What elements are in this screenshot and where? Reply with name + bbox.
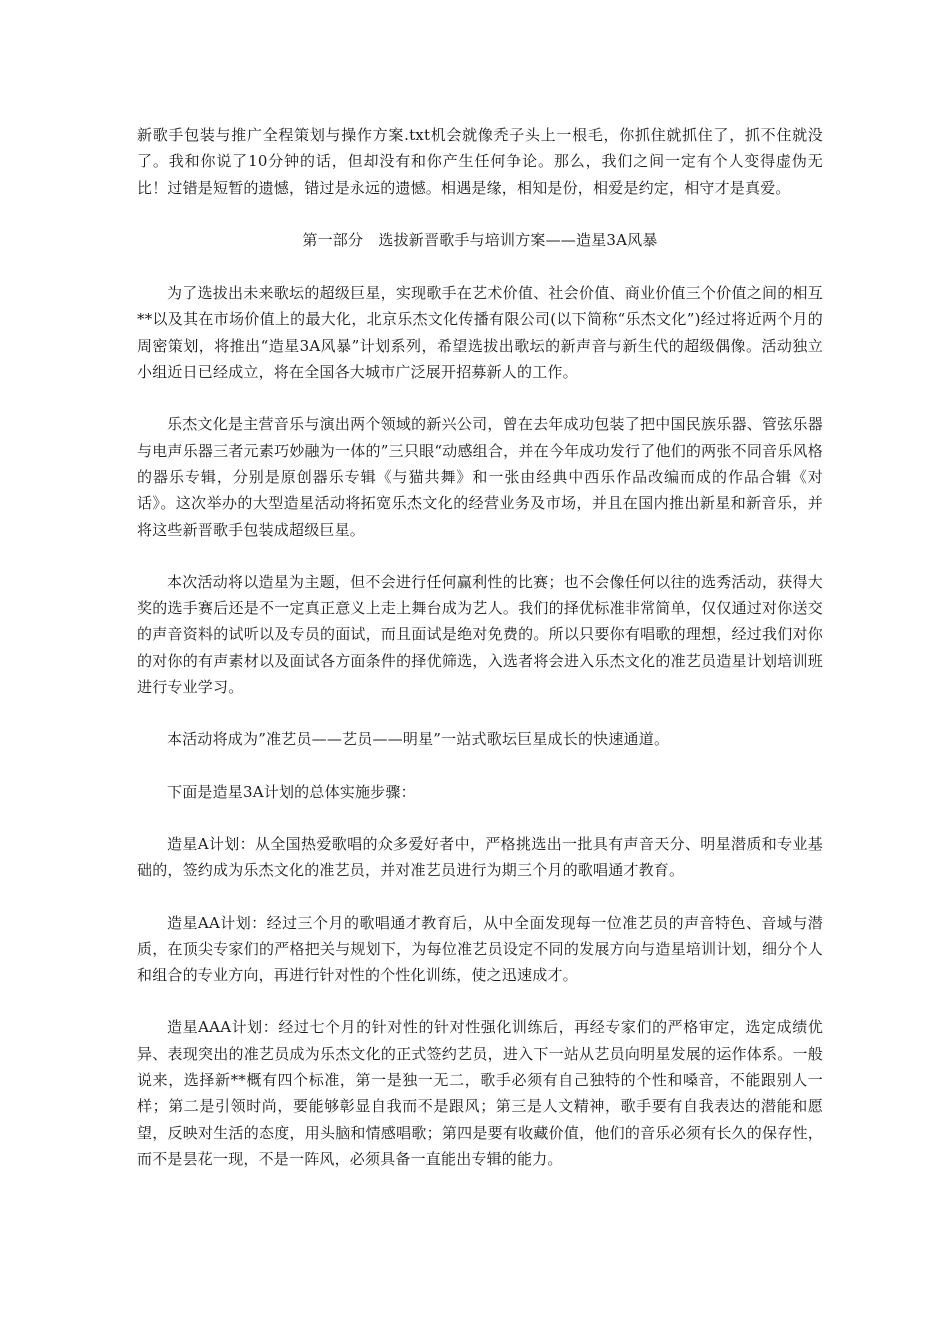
paragraph-company-intro: 乐杰文化是主营音乐与演出两个领域的新兴公司，曾在去年成功包装了把中国民族乐器、管弦乐器与电声乐器三者元素巧妙融为一体的”三只眼“动感组合，并在今年成功发行了他们的两张不同音乐风格的器乐专辑，分别是原创器乐专辑《与猫共舞》和一张由经典中西乐作品改编而成的作品合辑《对话》。这次举办的大型造星活动将拓宽乐杰文化的经营业务及市场，并且在国内推出新星和新音乐，并将这些新晋歌手包装成超级巨星。 (137, 415, 823, 539)
section-title: 第一部分 选拔新晋歌手与培训方案——造星3A风暴 (302, 230, 658, 249)
intro-paragraph: 新歌手包装与推广全程策划与操作方案.txt机会就像秃子头上一根毛，你抓住就抓住了，抓不住就没了。我和你说了10分钟的话，但却没有和你产生任何争论。那么，我们之间一定有个人变得虚伪无比！过错是短暂的遗憾，错过是永远的遗憾。相遇是缘，相知是份，相爱是约定，相守才是真爱。 (137, 126, 823, 197)
document-body (137, 122, 823, 1198)
paragraph-selection-purpose: 为了选拔出未来歌坛的超级巨星，实现歌手在艺术价值、社会价值、商业价值三个价值之间的相互**以及其在市场价值上的最大化，北京乐杰文化传播有限公司(以下简称“乐杰文化”)经过将近两个月的周密策划，将推出“造星3A风暴”计划系列，希望选拔出歌坛的新声音与新生代的超级偶像。活动独立小组近日已经成立，将在全国各大城市广泛展开招募新人的工作。 (137, 284, 823, 382)
paragraph-activity-rules: 本次活动将以造星为主题，但不会进行任何赢利性的比赛；也不会像任何以往的选秀活动，获得大奖的选手赛后还是不一定真正意义上走上舞台成为艺人。我们的择优标准非常简单，仅仅通过对你送交的声音资料的试听以及专员的面试，而且面试是绝对免费的。所以只要你有唱歌的理想，经过我们对你的对你的有声素材以及面试各方面条件的择优筛选，入选者将会进入乐杰文化的准艺员造星计划培训班进行专业学习。 (137, 572, 823, 697)
paragraph-steps-intro: 下面是造星3A计划的总体实施步骤： (167, 782, 416, 801)
paragraph-fast-channel: 本活动将成为”准艺员——艺员——明星”一站式歌坛巨星成长的快速通道。 (167, 730, 670, 749)
paragraph-plan-aaa: 造星AAA计划：经过七个月的针对性的针对性强化训练后，再经专家们的严格审定，选定成绩优异、表现突出的准艺员成为乐杰文化的正式签约艺员，进入下一站从艺员向明星发展的运作体系。一般说来，选择新**概有四个标准，第一是独一无二，歌手必须有自己独特的个性和嗓音，不能跟别人一样；第二是引领时尚，要能够彰显自我而不是跟风；第三是人文精神，歌手要有自我表达的潜能和愿望，反映对生活的态度，用头脑和情感唱歌；第四是要有收藏价值，他们的音乐必须有长久的保存性，而不是昙花一现，不是一阵风，必须具备一直能出专辑的能力。 (137, 1018, 823, 1168)
paragraph-plan-aa: 造星AA计划：经过三个月的歌唱通才教育后，从中全面发现每一位准艺员的声音特色、音域与潜质，在顶尖专家们的严格把关与规划下，为每位准艺员设定不同的发展方向与造星培训计划，细分个人和组合的专业方向，再进行针对性的个性化训练，使之迅速成才。 (137, 913, 823, 985)
paragraph-plan-a: 造星A计划：从全国热爱歌唱的众多爱好者中，严格挑选出一批具有声音天分、明星潜质和专业基础的，签约成为乐杰文化的准艺员，并对准艺员进行为期三个月的歌唱通才教育。 (137, 834, 823, 880)
